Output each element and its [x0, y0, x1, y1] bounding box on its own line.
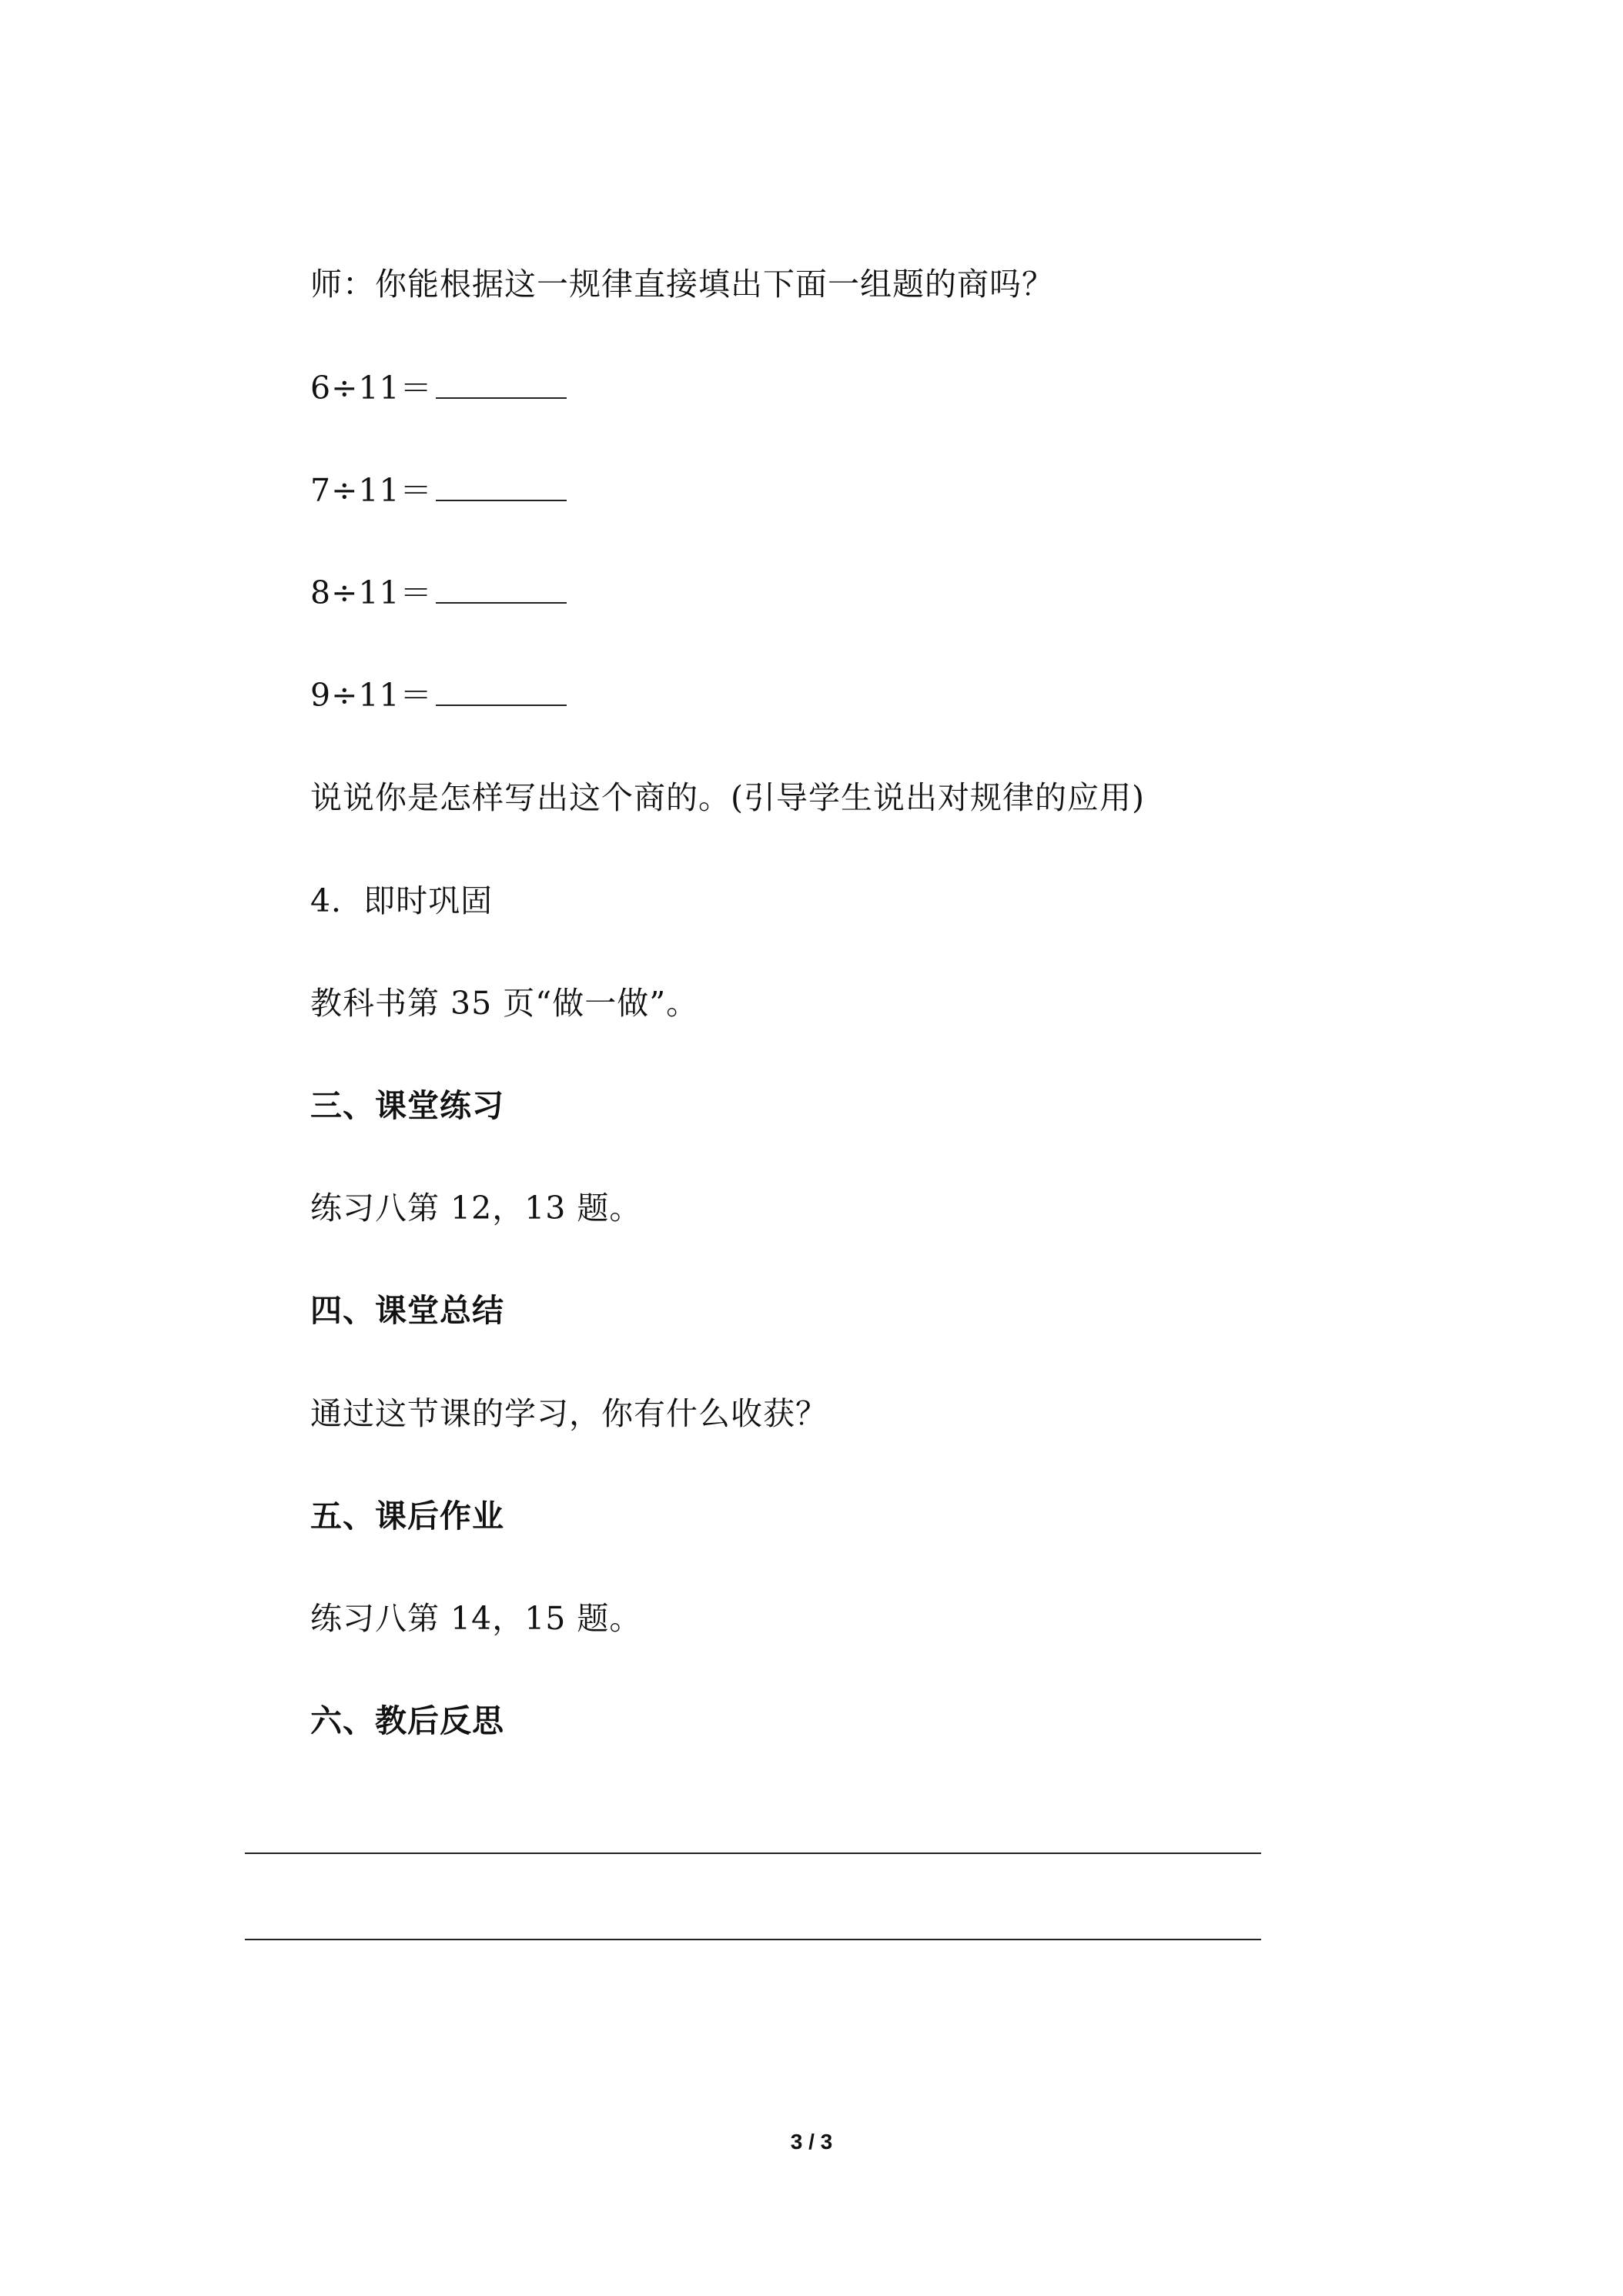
equation-text: 9÷11＝	[310, 677, 433, 714]
step-heading: 4．即时巩固	[310, 882, 494, 919]
reflection-line	[245, 1853, 1261, 1854]
equation-text: 7÷11＝	[310, 472, 433, 509]
equation-text: 8÷11＝	[310, 574, 433, 611]
answer-blank	[436, 576, 567, 604]
answer-blank	[436, 371, 567, 399]
equation-row	[310, 571, 567, 614]
section-heading: 五、课后作业	[310, 1498, 504, 1535]
answer-blank	[436, 474, 567, 501]
answer-blank	[436, 678, 567, 706]
equation-row	[310, 366, 567, 410]
intro-question: 师：你能根据这一规律直接填出下面一组题的商吗？	[310, 266, 1054, 303]
textbook-reference: 教科书第 35 页“做一做”。	[310, 985, 699, 1022]
explain-text: 说说你是怎样写出这个商的。(引导学生说出对规律的应用)	[310, 779, 1145, 816]
page-number: 3 / 3	[790, 2130, 833, 2154]
section-text: 通过这节课的学习，你有什么收获？	[310, 1395, 828, 1432]
section-text: 练习八第 12，13 题。	[310, 1190, 642, 1227]
reflection-line	[245, 1939, 1261, 1940]
section-heading: 三、课堂练习	[310, 1087, 504, 1124]
section-heading: 四、课堂总结	[310, 1292, 504, 1329]
equation-text: 6÷11＝	[310, 370, 433, 407]
section-text: 练习八第 14，15 题。	[310, 1600, 642, 1637]
equation-row	[310, 674, 567, 717]
equation-row	[310, 469, 567, 512]
section-heading: 六、教后反思	[310, 1702, 504, 1739]
